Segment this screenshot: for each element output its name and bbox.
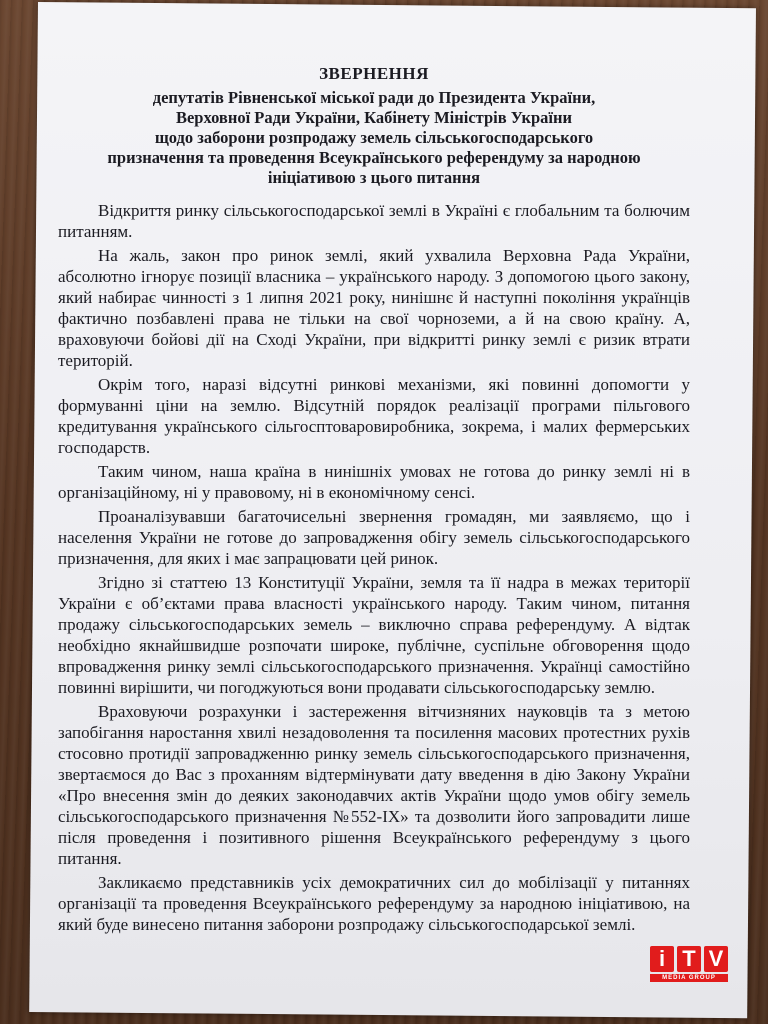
logo-letter: T [677,946,701,972]
logo-subtext: MEDIA GROUP [650,974,728,982]
paragraph-constitution: Згідно зі статтею 13 Конституції України, земля та її надра в межах території України є об’єктами права власності українського народу. Таким чином, питання продажу сільськогосподарських земель – виключно справа референдуму. А відтак необхідно якнайшвидше розпочати широке, публічне, суспільне обговорення щодо впровадження ринку землі сільськогосподарського призначення. Українці самостійно повинні вирішити, чи погоджуються вони продавати сільськогосподарську землю. [58,573,690,697]
logo-letter: i [650,946,674,972]
subtitle-line: депутатів Рівненської міської ради до Президента України, [152,88,596,107]
paragraph-call: Закликаємо представників усіх демократичних сил до мобілізації у питаннях організації та проведення Всеукраїнського референдуму за народною ініціативою, на який буде винесено питання заборони розпродажу сільськогосподарської землі. [58,873,690,934]
subtitle-line: призначення та проведення Всеукраїнського референдуму за народною [107,148,641,167]
itv-media-group-logo [650,946,732,984]
paragraph-request: Враховуючи розрахунки і застереження вітчизняних науковців та з метою запобігання наростання хвилі незадоволення та посилення масових протестних рухів стосовно протидії запровадженню ринку земель сільськогосподарського призначення, звертаємося до Вас з проханням відтермінувати дату введення в дію Закону України «Про внесення змін до деяких законодавчих актів України щодо умов обігу земель сільськогосподарського призначення №552-IX» та дозволити його запровадити лише після проведення і позитивного рішення Всеукраїнського референдуму з цього питання. [58,702,690,868]
paragraph-citizens: Проаналізувавши багаточисельні звернення громадян, ми заявляємо, що і населення України не готове до запровадження обігу земель сільськогосподарського призначення, для яких і має запрацювати цей ринок. [58,507,690,568]
document [58,12,690,938]
logo-letter: V [704,946,728,972]
document-title: ЗВЕРНЕННЯ [319,64,429,83]
paragraph-market-mechanisms: Окрім того, наразі відсутні ринкові механізми, які повинні допомогти у формуванні ціни на землю. Відсутній порядок реалізації програми пільгового кредитування українського сільгосптоваровиробника, зокрема, і малих фермерських господарств. [58,375,690,457]
paragraph-not-ready: Таким чином, наша країна в нинішніх умовах не готова до ринку землі ні в організаційному, ні у правовому, ні в економічному сенсі. [58,462,690,502]
subtitle-line: Верховної Ради України, Кабінету Міністрів України [175,108,573,127]
document-heading [58,64,690,188]
subtitle-line: щодо заборони розпродажу земель сільськогосподарського [154,128,594,147]
subtitle-line: ініціативою з цього питання [267,168,481,187]
paragraph-law: На жаль, закон про ринок землі, який ухвалила Верховна Рада України, абсолютно ігнорує позиції власника – українського народу. З допомогою цього закону, який набирає чинності з 1 липня 2021 року, нинішнє й наступні покоління українців фактично позбавлені права не тільки на свої чорноземи, а й на свою країну. А, враховуючи бойові дії на Сході України, при відкритті ринку землі є ризик втрати територій. [58,246,690,370]
paragraph-intro: Відкриття ринку сільськогосподарської землі в Україні є глобальним та болючим питанням. [58,201,690,241]
